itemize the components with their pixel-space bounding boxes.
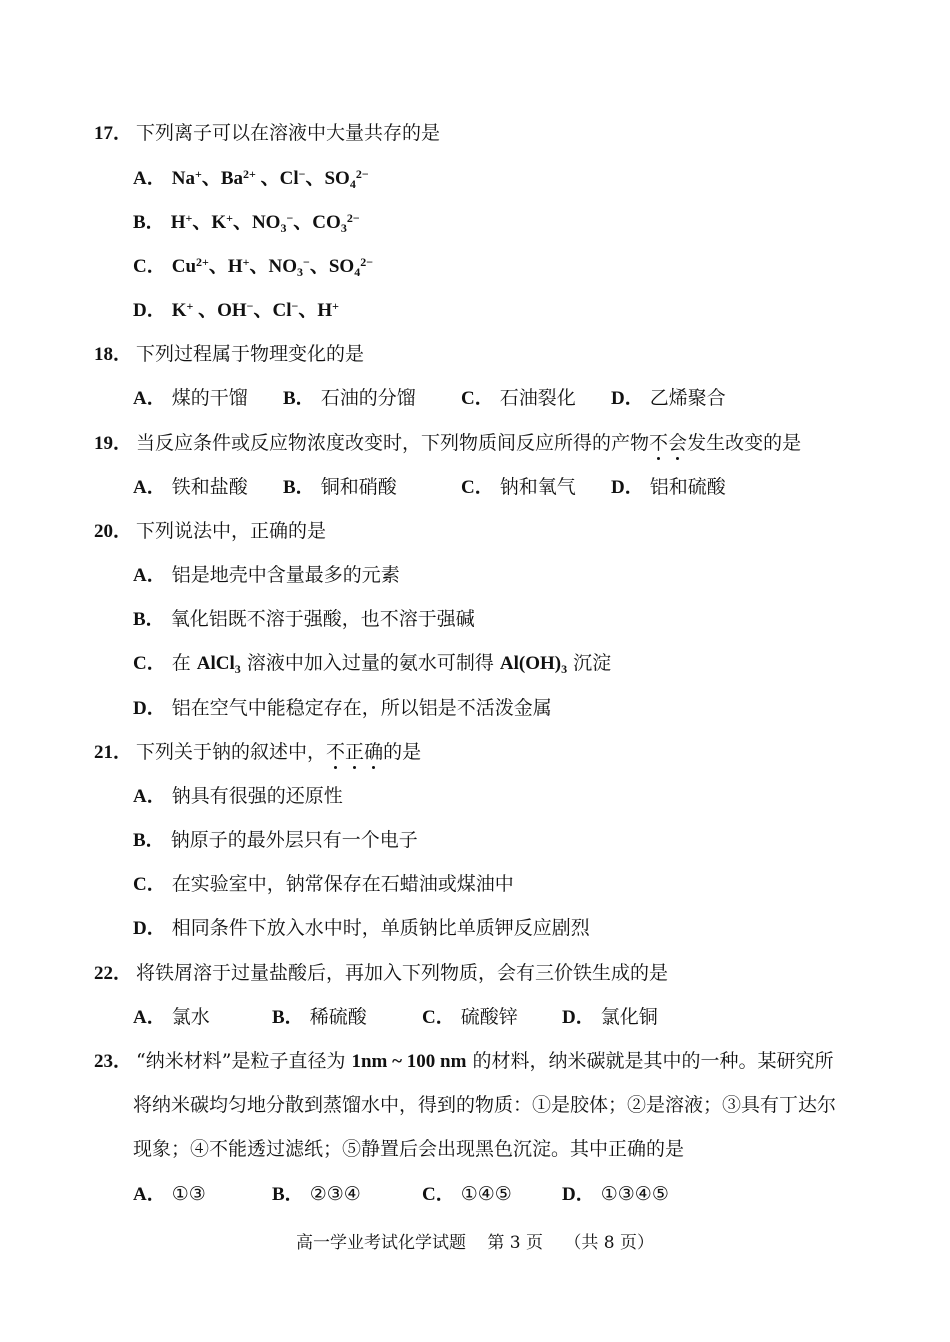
- question-stem: 的材料，纳米碳就是其中的一种。某研究所: [466, 1050, 834, 1072]
- question-number: 17．: [94, 123, 133, 144]
- q18-option-d: [611, 386, 726, 411]
- q20-stem-line: [94, 519, 326, 544]
- formula-alcl3: AlCl$_3$: [196, 653, 241, 676]
- q17-stem-line: [94, 121, 440, 146]
- option-text: 石油的分馏: [320, 387, 416, 409]
- option-label: A．: [133, 1184, 166, 1205]
- size-range: 1nm ~ 100 nm: [351, 1051, 467, 1072]
- emphasis-char: 不: [326, 741, 346, 763]
- option-text: 钠和氧气: [499, 476, 576, 498]
- q20-option-a: [133, 563, 400, 588]
- question-stem: 将纳米碳均匀地分散到蒸馏水中，得到的物质：①是胶体；②是溶液；③具有丁达尔: [133, 1094, 837, 1116]
- option-text: 沉淀: [567, 652, 612, 674]
- footer-total-pages: （共 8 页）: [564, 1233, 655, 1253]
- option-text: ①④⑤: [460, 1183, 512, 1205]
- emphasis-char: 正: [345, 741, 365, 763]
- option-label: B．: [133, 609, 165, 630]
- q21-option-d: [133, 916, 590, 941]
- option-label: D．: [133, 300, 166, 321]
- option-label: A．: [133, 786, 166, 807]
- option-text: 相同条件下放入水中时，单质钠比单质钾反应剧烈: [171, 917, 590, 939]
- option-label: D．: [133, 918, 166, 939]
- question-number: 21．: [94, 742, 133, 763]
- question-number: 22．: [94, 963, 133, 984]
- option-text: 溶液中加入过量的氨水可制得: [240, 652, 500, 674]
- q17-option-b: [133, 210, 360, 235]
- q18-option-b: [283, 386, 416, 411]
- option-label: B．: [272, 1007, 304, 1028]
- question-stem: 下列过程属于物理变化的是: [136, 343, 365, 365]
- question-number: 20．: [94, 521, 133, 542]
- option-label: C．: [422, 1184, 455, 1205]
- option-text: 氧化铝既不溶于强酸，也不溶于强碱: [170, 608, 475, 630]
- option-text: 铜和硝酸: [320, 476, 397, 498]
- option-label: C．: [133, 653, 166, 674]
- option-label: A．: [133, 477, 166, 498]
- q21-option-c: [133, 872, 514, 897]
- q19-option-c: [461, 475, 576, 500]
- option-label: D．: [133, 698, 166, 719]
- q23-option-b: [272, 1182, 361, 1207]
- q17-option-c: [133, 254, 373, 279]
- option-label: B．: [133, 830, 165, 851]
- question-number: 18．: [94, 344, 133, 365]
- option-text: ①③④⑤: [600, 1183, 669, 1205]
- q19-option-a: [133, 475, 248, 500]
- q18-option-c: [461, 386, 576, 411]
- question-stem: 下列离子可以在溶液中大量共存的是: [136, 122, 441, 144]
- q20-option-c: [133, 651, 611, 676]
- option-label: C．: [461, 477, 494, 498]
- option-text: 氯水: [171, 1006, 210, 1028]
- option-label: B．: [272, 1184, 304, 1205]
- q23-option-c: [422, 1182, 512, 1207]
- q18-option-a: [133, 386, 248, 411]
- q20-option-d: [133, 696, 552, 721]
- question-stem: 将铁屑溶于过量盐酸后，再加入下列物质，会有三价铁生成的是: [136, 962, 669, 984]
- option-label: D．: [562, 1184, 595, 1205]
- q20-option-b: [133, 607, 475, 632]
- q17-option-a: [133, 166, 369, 191]
- option-label: C．: [133, 256, 166, 277]
- option-text: 煤的干馏: [171, 387, 248, 409]
- q23-stem-line-1: [94, 1049, 833, 1074]
- formula-aloh3: $Al(OH)_3$: [499, 653, 568, 676]
- option-text: ①③: [171, 1183, 206, 1205]
- option-text: 稀硫酸: [309, 1006, 367, 1028]
- q17-option-d: [133, 298, 339, 323]
- question-stem: “纳米材料”是粒子直径为: [136, 1050, 352, 1072]
- q19-option-b: [283, 475, 397, 500]
- option-text: 石油裂化: [499, 387, 576, 409]
- option-label: A．: [133, 168, 166, 189]
- option-text: 在实验室中，钠常保存在石蜡油或煤油中: [171, 873, 514, 895]
- option-label: D．: [611, 388, 644, 409]
- option-label: C．: [133, 874, 166, 895]
- option-formula: H+、K+、$NO_3^-$、$CO_3^{2-}$: [170, 211, 360, 235]
- q23-stem-line-3: [133, 1137, 684, 1161]
- option-formula: Na+、$Ba^{2+}$ 、Cl−、$SO_4^{2-}$: [171, 167, 369, 191]
- q22-option-d: [562, 1005, 658, 1030]
- option-text: 铁和盐酸: [171, 476, 248, 498]
- q23-stem-line-2: [133, 1093, 836, 1117]
- q23-option-d: [562, 1182, 669, 1207]
- option-label: B．: [283, 477, 315, 498]
- question-number: 19．: [94, 433, 133, 454]
- q21-option-b: [133, 828, 418, 853]
- option-label: D．: [562, 1007, 595, 1028]
- option-text: ②③④: [309, 1183, 361, 1205]
- option-label: C．: [461, 388, 494, 409]
- option-label: B．: [283, 388, 315, 409]
- emphasis-char: 确: [364, 741, 384, 763]
- option-text: 钠具有很强的还原性: [171, 785, 343, 807]
- question-stem: 当反应条件或反应物浓度改变时，下列物质间反应所得的产物: [136, 432, 650, 454]
- option-text: 氯化铜: [600, 1006, 658, 1028]
- option-text: 钠原子的最外层只有一个电子: [170, 829, 418, 851]
- option-text: 硫酸锌: [460, 1006, 518, 1028]
- question-number: 23．: [94, 1051, 133, 1072]
- option-formula: K+ 、OH−、Cl−、H+: [171, 299, 339, 321]
- q22-option-c: [422, 1005, 518, 1030]
- footer-title: 高一学业考试化学试题: [295, 1233, 466, 1253]
- q19-option-d: [611, 475, 726, 500]
- option-text: 铝在空气中能稳定存在，所以铝是不活泼金属: [171, 697, 552, 719]
- option-label: B．: [133, 212, 165, 233]
- q22-option-a: [133, 1005, 210, 1030]
- question-stem: 下列说法中，正确的是: [136, 520, 327, 542]
- question-stem: 下列关于钠的叙述中，: [136, 741, 327, 763]
- question-stem-end: 的是: [383, 741, 422, 763]
- question-stem-end: 发生改变的是: [687, 432, 802, 454]
- q18-stem-line: [94, 342, 364, 367]
- q21-stem-line: [94, 740, 421, 765]
- question-stem: 现象；④不能透过滤纸；⑤静置后会出现黑色沉淀。其中正确的是: [133, 1138, 685, 1160]
- option-label: D．: [611, 477, 644, 498]
- option-label: C．: [422, 1007, 455, 1028]
- option-formula: $Cu^{2+}$、H+、$NO_3^-$、$SO_4^{2-}$: [171, 255, 374, 279]
- q22-option-b: [272, 1005, 367, 1030]
- option-text: 铝是地壳中含量最多的元素: [171, 564, 400, 586]
- q23-option-a: [133, 1182, 206, 1207]
- q19-stem-line: [94, 431, 801, 456]
- footer-page-number: 第 3 页: [487, 1233, 543, 1253]
- page-footer: [0, 1232, 950, 1254]
- option-text: 在: [171, 652, 197, 674]
- option-label: A．: [133, 388, 166, 409]
- option-label: A．: [133, 565, 166, 586]
- emphasis-char: 不: [649, 432, 669, 454]
- option-text: 乙烯聚合: [649, 387, 726, 409]
- option-label: A．: [133, 1007, 166, 1028]
- option-text: 铝和硫酸: [649, 476, 726, 498]
- emphasis-char: 会: [668, 432, 688, 454]
- q22-stem-line: [94, 961, 668, 986]
- q21-option-a: [133, 784, 343, 809]
